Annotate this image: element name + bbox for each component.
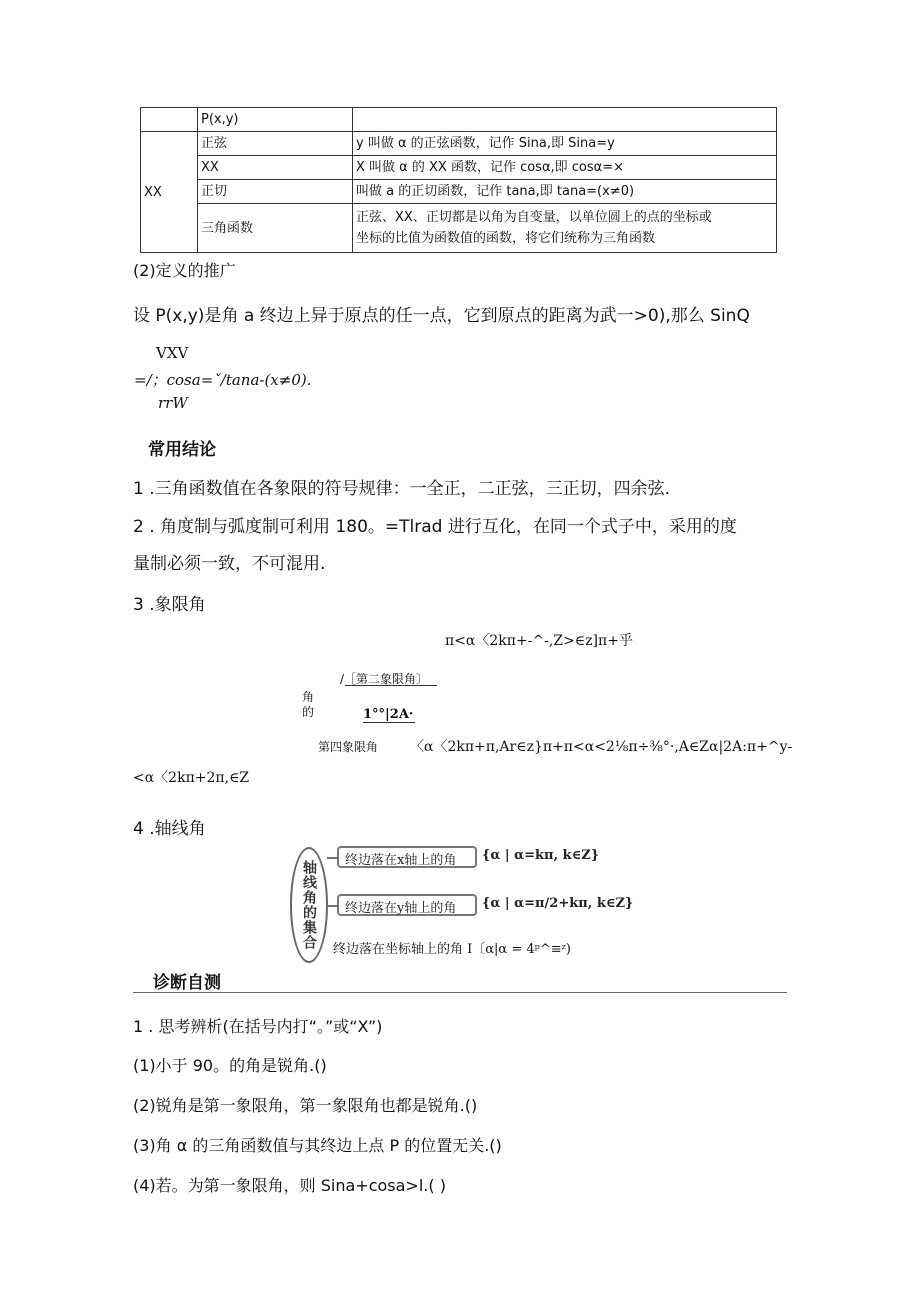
- table-row-name: 正切: [198, 180, 353, 204]
- question-1-1: (1)小于 90。的角是锐角.(): [133, 1056, 327, 1075]
- table-corner-cell: [141, 108, 198, 132]
- formula-numerators: VXV: [156, 344, 189, 362]
- formula-denominators: rrW: [158, 394, 188, 412]
- conclusion-item-3: 3 .象限角: [133, 595, 206, 615]
- quadrant-side-label: 的: [302, 705, 315, 719]
- axis-set-ellipse: 轴线角的集合: [290, 847, 328, 963]
- table-header-empty: [353, 108, 777, 132]
- x-axis-angle-set: {α | α=kπ, k∈Z}: [482, 848, 600, 863]
- question-1-4: (4)若。为第一象限角，则 Sina+cosa>l.( ): [133, 1176, 446, 1195]
- connector-line: [327, 905, 337, 907]
- table-row-desc: X 叫做 α 的 XX 函数，记作 cosα,即 cosα=×: [353, 156, 777, 180]
- mid-formula-underline: [363, 722, 415, 723]
- quadrant-formula-top: π<α〈2kπ+-^-,Z>∈z]π+乎: [445, 633, 633, 649]
- table-row-name: 三角函数: [198, 204, 353, 253]
- quadrant-mid-formula: 1°°|2A·: [363, 707, 414, 722]
- formula-line: =/；cosa=ˇ/tana-(x≠0).: [134, 371, 312, 389]
- table-row-desc-line: 坐标的比值为函数值的函数，将它们统称为三角函数: [356, 231, 656, 246]
- quadrant-fourth-label: 第四象限角: [318, 740, 379, 754]
- y-axis-angle-box: 终边落在y轴上的角: [337, 894, 477, 916]
- coordinate-axis-angle-line: 终边落在坐标轴上的角 I〔α|α = 4ᵖ^≡ᶻ): [333, 942, 571, 957]
- table-row-header: XX: [141, 132, 198, 253]
- connector-line: [327, 857, 337, 859]
- conclusion-item-2: 2 . 角度制与弧度制可利用 180。=Tlrad 进行互化，在同一个式子中，采用的度: [133, 517, 737, 537]
- table-row-desc-line: 正弦、XX、正切都是以角为自变量，以单位圆上的点的坐标或: [356, 210, 712, 225]
- section-heading-generalization: (2)定义的推广: [133, 261, 236, 280]
- table-row-desc: [353, 204, 777, 253]
- y-axis-angle-set: {α | α=π/2+kπ, k∈Z}: [482, 896, 634, 911]
- table-row-name: XX: [198, 156, 353, 180]
- conclusion-item-2-cont: 量制必须一致，不可混用.: [133, 554, 326, 574]
- quadrant-fourth-formula: 〈α〈2kπ+π,Ar∈z}π+π<α<2⅛π÷⅜°·,A∈Zα|2A:π+^y-: [410, 739, 793, 755]
- quadrant-side-label: 角: [302, 690, 315, 704]
- table-header-point: P(x,y): [198, 108, 353, 132]
- conclusions-heading: 常用结论: [148, 440, 216, 460]
- table-row-name: 正弦: [198, 132, 353, 156]
- x-axis-angle-box: 终边落在x轴上的角: [337, 846, 477, 868]
- table-row-desc: y 叫做 α 的正弦函数，记作 Sina,即 Sina=y: [353, 132, 777, 156]
- bracket-underline: [345, 685, 437, 686]
- question-1: 1 . 思考辨析(在括号内打“。”或“X”): [133, 1017, 383, 1036]
- definition-table: [140, 107, 777, 253]
- quadrant-second-label: /［第二象限角〕: [340, 672, 429, 686]
- quadrant-formula-bottom: <α〈2kπ+2π,∈Z: [133, 770, 250, 786]
- conclusion-item-1: 1 .三角函数值在各象限的符号规律：一全正，二正弦，三正切，四余弦.: [133, 479, 671, 499]
- table-row-desc: 叫做 a 的正切函数，记作 tana,即 tana=(x≠0): [353, 180, 777, 204]
- question-1-3: (3)角 α 的三角函数值与其终边上点 P 的位置无关.(): [133, 1136, 502, 1155]
- diagnosis-heading: 诊断自测: [153, 973, 221, 993]
- section-divider: [133, 992, 787, 993]
- axis-angle-heading: 4 .轴线角: [133, 819, 206, 839]
- generalization-paragraph: 设 P(x,y)是角 a 终边上异于原点的任一点，它到原点的距离为武一>0),那么 SinQ: [133, 306, 750, 326]
- question-1-2: (2)锐角是第一象限角，第一象限角也都是锐角.(): [133, 1096, 478, 1115]
